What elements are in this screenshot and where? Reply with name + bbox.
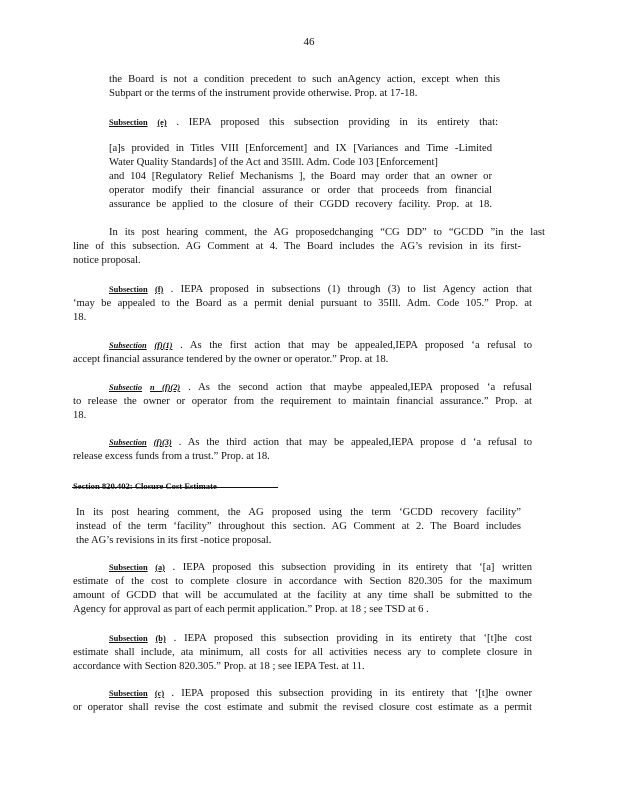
line-text: amount of GCDD that will be accumulated at the facility at any time shall be submitted to the [73,590,532,601]
line-text: estimate shall include, ata minimum, all costs for all activities necess ary to complete closure in [73,647,532,658]
text-line [73,353,433,367]
page-number: 46 [303,36,315,48]
line-text: Water Quality Standards] of the Act and 35Ill. Adm. Code 103 [Enforcement] [109,157,438,168]
line-text: . IEPA proposed this subsection providing in its entirety that ‘[a] written [172,562,532,573]
subsection-label: Subsection [109,341,147,350]
text-line [109,156,470,170]
text-line [109,116,498,130]
text-line [73,297,532,311]
line-text: accept financial assurance tendered by the owner or operator.” Prop. at 18. [73,354,389,365]
line-text: . IEPA proposed in subsections (1) through (3) to list Agency action that [170,284,532,295]
subsection-label: Subsection [109,563,148,572]
text-line [109,687,532,701]
text-line [109,87,458,101]
text-line [76,520,521,534]
line-text: the AG’s revisions in its first -notice proposal. [76,535,272,546]
line-text: [a]s provided in Titles VIII [Enforcement] and IX [Variances and Time -Limited [109,143,492,154]
subsection-id: n (f)(2) [150,383,181,392]
text-line [73,646,532,660]
subsection-label: Subsection [109,634,148,643]
subsection-label: Subsection [109,118,148,127]
text-line [109,142,492,156]
subsection-id: (f)(1) [154,341,173,350]
text-line [73,240,521,254]
text-line [109,184,492,198]
line-text: line of this subsection. AG Comment at 4. The Board includes the AG’s revision in its first- [73,241,521,252]
text-line [109,632,532,646]
line-text: . IEPA proposed this subsection providing in its entirety that: [176,117,499,128]
line-text: the Board is not a condition precedent to such anAgency action, except when this [109,74,500,85]
text-line [109,381,532,395]
line-text: assurance be applied to the closure of their CGDD recovery facility. Prop. at 18. [109,199,492,210]
text-line [73,254,148,268]
text-line [109,339,532,353]
subsection-id: (e) [157,118,167,127]
line-text: to release the owner or operator from the requirement to maintain financial assurance.” Prop. at [73,396,532,407]
line-text: Subpart or the terms of the instrument provide otherwise. Prop. at 17-18. [109,88,418,99]
line-text: . As the second action that maybe appealed,IEPA proposed ‘a refusal [188,382,532,393]
text-line [109,170,492,184]
line-text: operator modify their financial assurance or order that proceeds from financial [109,185,492,196]
text-line [73,395,532,409]
line-text: 18. [73,312,87,323]
line-text: or operator shall revise the cost estimate and submit the revised closure cost estimate as a permit [73,702,532,713]
text-line [76,534,288,548]
line-text: In its post hearing comment, the AG proposedchanging “CG DD” to “GCDD ”in the last [109,227,545,238]
subsection-id: (b) [155,634,166,643]
text-line [76,506,521,520]
text-line [109,226,545,240]
text-line [109,198,492,212]
line-text: ‘may be appealed to the Board as a permit denial pursuant to 35Ill. Adm. Code 105.” Prop. at [73,298,532,309]
text-line [73,575,532,589]
text-line [73,660,418,674]
text-line [73,603,468,617]
line-text: release excess funds from a trust.” Prop. at 18. [73,451,270,462]
text-line [73,311,98,325]
subsection-label: Subsection [109,285,148,294]
subsection-id: (c) [154,689,165,698]
subsection-id: (a) [155,563,165,572]
text-line [73,450,318,464]
subsection-id: (f) [154,285,164,294]
line-text: instead of the term ‘facility” throughout this section. AG Comment at 2. The Board includes [76,521,521,532]
section-heading-underline [72,487,278,488]
line-text: Agency for approval as part of each permit application.” Prop. at 18 ; see TSD at 6 . [73,604,429,615]
text-line [109,436,532,450]
text-line [73,701,532,715]
line-text: estimate of the cost to complete closure in accordance with Section 820.305 for the maximum [73,576,532,587]
line-text: and 104 [Regulatory Relief Mechanisms ], the Board may order that an owner or [109,171,492,182]
subsection-id: (f)(3) [153,438,172,447]
text-line [73,409,98,423]
text-line [109,73,500,87]
line-text: 18. [73,410,87,421]
subsection-label: Subsection [109,689,148,698]
line-text: . IEPA proposed this subsection providing in its entirety that ‘[t]he cost [173,633,532,644]
subsection-label: Subsection [109,438,147,447]
line-text: In its post hearing comment, the AG proposed using the term ‘GCDD recovery facility” [76,507,521,518]
line-text: . IEPA proposed this subsection providing in its entirety that ‘[t]he owner [171,688,533,699]
line-text: accordance with Section 820.305.” Prop. at 18 ; see IEPA Test. at 11. [73,661,365,672]
text-line [109,283,532,297]
text-line [109,561,532,575]
section-heading-text: Section 820.402: Closure Cost Estimate [73,481,217,491]
line-text: . As the first action that may be appealed,IEPA proposed ‘a refusal to [180,340,532,351]
section-heading [73,479,618,493]
text-line [73,589,532,603]
line-text: notice proposal. [73,255,141,266]
line-text: . As the third action that may be appealed,IEPA propose d ‘a refusal to [178,437,532,448]
subsection-label: Subsectio [109,383,143,392]
